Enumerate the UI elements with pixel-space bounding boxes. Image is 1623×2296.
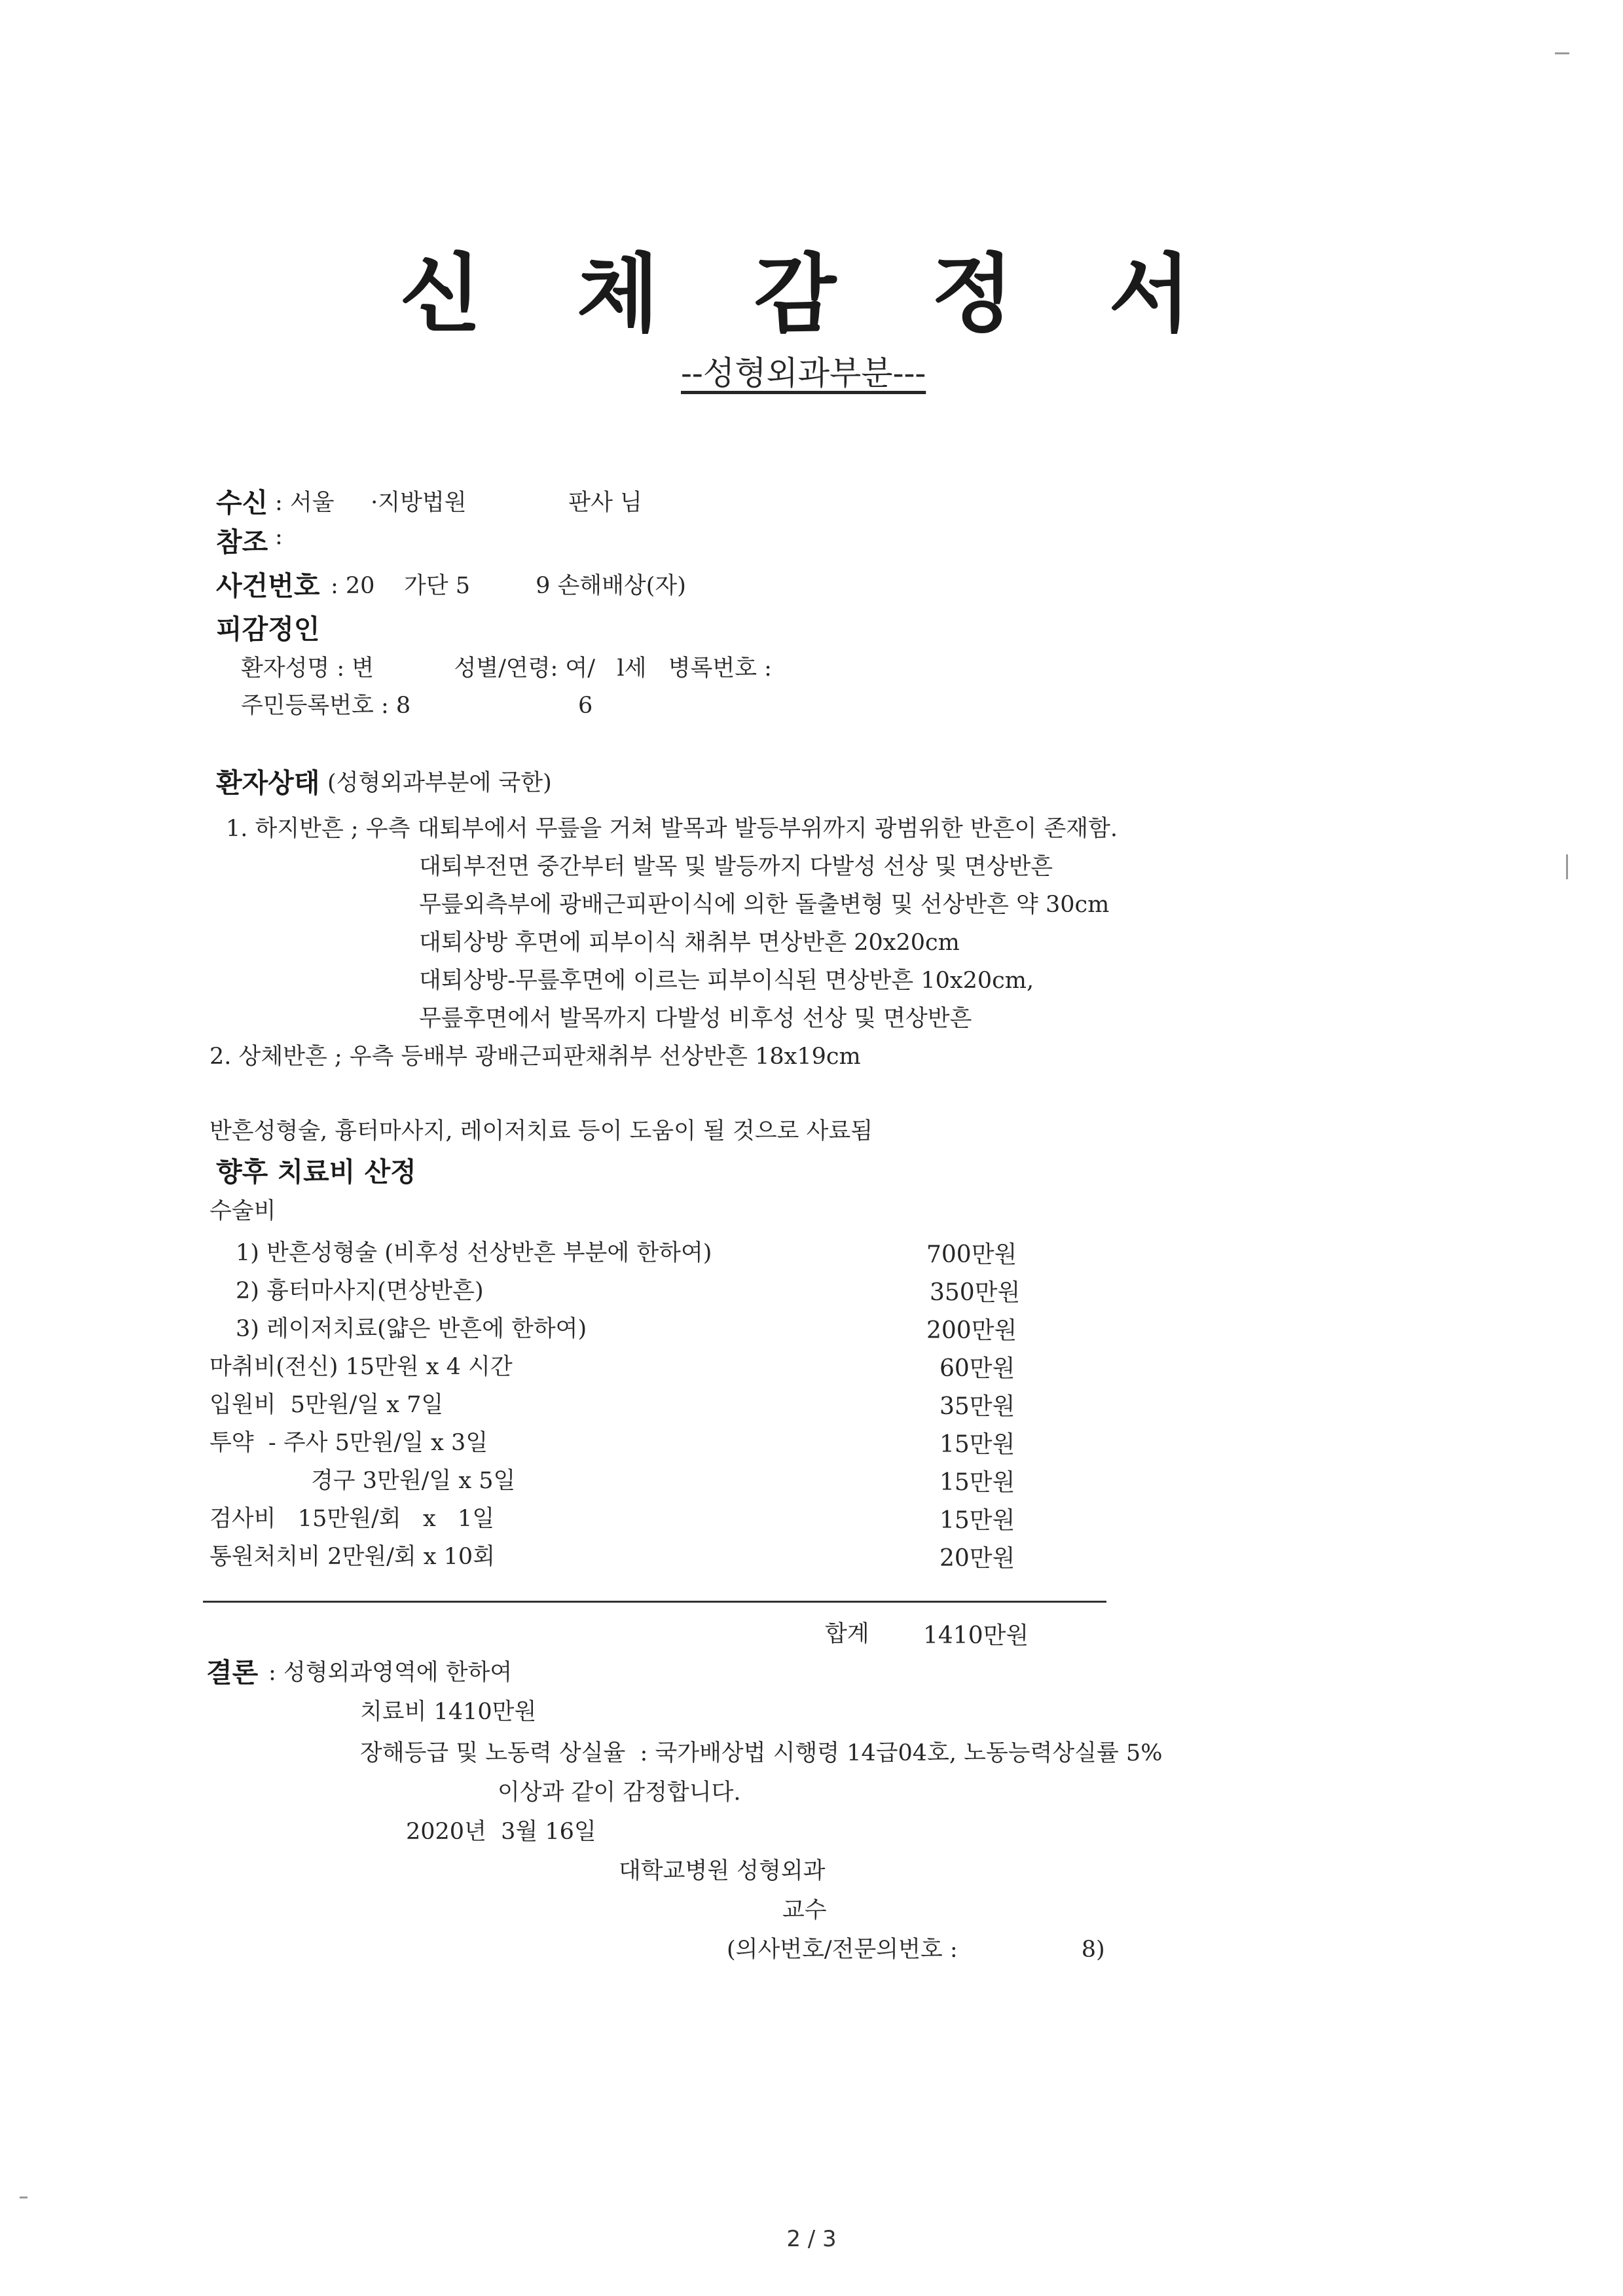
document-subtitle: --성형외과부분--- — [681, 354, 926, 392]
page-number: 2 / 3 — [786, 2226, 837, 2252]
condition-label-suffix: (성형외과부분에 국한) — [327, 770, 552, 796]
condition-label: 환자상태 — [216, 767, 320, 799]
conclusion-treatment: 치료비 1410만원 — [360, 1699, 537, 1725]
case-number-value: : 20 가단 5 9 손해배상(자) — [331, 573, 686, 599]
subject-id-line: 주민등록번호 : 8 6 — [241, 693, 593, 719]
cost-row-amount: 15만원 — [939, 1431, 1015, 1458]
cost-row-amount: 200만원 — [926, 1317, 1017, 1344]
surgery-cost-label: 수술비 — [210, 1198, 276, 1224]
subject-label: 피감정인 — [216, 613, 320, 645]
hospital-name: 대학교병원 성형외과 — [619, 1858, 826, 1884]
cost-row-item: 3) 레이저치료(얇은 반흔에 한하여) — [236, 1316, 587, 1342]
condition-item: 무릎외측부에 광배근피판이식에 의한 돌출변형 및 선상반흔 약 30cm — [419, 892, 1110, 918]
cost-row-amount: 15만원 — [939, 1469, 1015, 1496]
scan-mark — [1566, 854, 1568, 879]
recipient-label: 수신 — [216, 487, 268, 519]
condition-item: 1. 하지반흔 ; 우측 대퇴부에서 무릎을 거쳐 발목과 발등부위까지 광범위한 반흔이 존재함. — [226, 816, 1118, 842]
condition-item: 대퇴상방 후면에 피부이식 채취부 면상반흔 20x20cm — [419, 930, 960, 956]
condition-item: 대퇴상방-무릎후면에 이르는 피부이식된 면상반흔 10x20cm, — [419, 968, 1034, 994]
subject-patient-line: 환자성명 : 변 성별/연령: 여/ l세 병록번호 : — [241, 655, 772, 682]
cost-row-amount: 15만원 — [939, 1507, 1015, 1534]
cost-row-item: 마취비(전신) 15만원 x 4 시간 — [210, 1354, 513, 1380]
cost-row-item: 경구 3만원/일 x 5일 — [311, 1468, 516, 1494]
conclusion-disability: 장해등급 및 노동력 상실율 : 국가배상법 시행령 14급04호, 노동능력상실률 5% — [360, 1740, 1163, 1766]
total-divider — [203, 1601, 1106, 1603]
opinion-text: 반흔성형술, 흉터마사지, 레이저치료 등이 도움이 될 것으로 사료됨 — [210, 1118, 873, 1144]
document-date: 2020년 3월 16일 — [406, 1819, 596, 1845]
condition-item: 무릎후면에서 발목까지 다발성 비후성 선상 및 면상반흔 — [419, 1006, 972, 1032]
reference-value: : — [275, 524, 283, 550]
case-number-label: 사건번호 — [216, 570, 320, 602]
condition-item: 대퇴부전면 중간부터 발목 및 발등까지 다발성 선상 및 면상반흔 — [419, 854, 1053, 880]
total-value: 1410만원 — [923, 1622, 1029, 1649]
cost-row-item: 2) 흉터마사지(면상반흔) — [236, 1278, 484, 1304]
cost-row-item: 검사비 15만원/회 x 1일 — [210, 1506, 495, 1532]
document-title: 신 체 감 정 서 — [399, 244, 1224, 344]
conclusion-closing: 이상과 같이 감정합니다. — [498, 1779, 741, 1806]
doctor-license-number: (의사번호/전문의번호 : 8) — [727, 1937, 1105, 1963]
cost-row-amount: 700만원 — [926, 1241, 1017, 1268]
cost-row-item: 투약 - 주사 5만원/일 x 3일 — [210, 1430, 488, 1456]
scan-mark — [20, 2196, 27, 2198]
cost-heading: 향후 치료비 산정 — [216, 1156, 416, 1188]
conclusion-label: 결론 — [206, 1657, 259, 1688]
cost-row-amount: 20만원 — [939, 1545, 1015, 1572]
scan-mark — [1555, 52, 1569, 54]
reference-label: 참조 — [216, 526, 268, 558]
cost-row-item: 입원비 5만원/일 x 7일 — [210, 1392, 444, 1418]
cost-row-item: 통원처치비 2만원/회 x 10회 — [210, 1544, 496, 1570]
doctor-position: 교수 — [782, 1897, 827, 1923]
conclusion-scope: : 성형외과영역에 한하여 — [268, 1660, 513, 1686]
total-label: 합계 — [825, 1621, 869, 1647]
condition-item: 2. 상체반흔 ; 우측 등배부 광배근피판채취부 선상반흔 18x19cm — [210, 1044, 861, 1070]
cost-row-amount: 60만원 — [939, 1355, 1015, 1382]
cost-row-amount: 35만원 — [939, 1393, 1015, 1420]
cost-row-amount: 350만원 — [930, 1279, 1021, 1306]
recipient-value: : 서울 ·지방법원 판사 님 — [275, 490, 642, 516]
cost-row-item: 1) 반흔성형술 (비후성 선상반흔 부분에 한하여) — [236, 1240, 712, 1266]
